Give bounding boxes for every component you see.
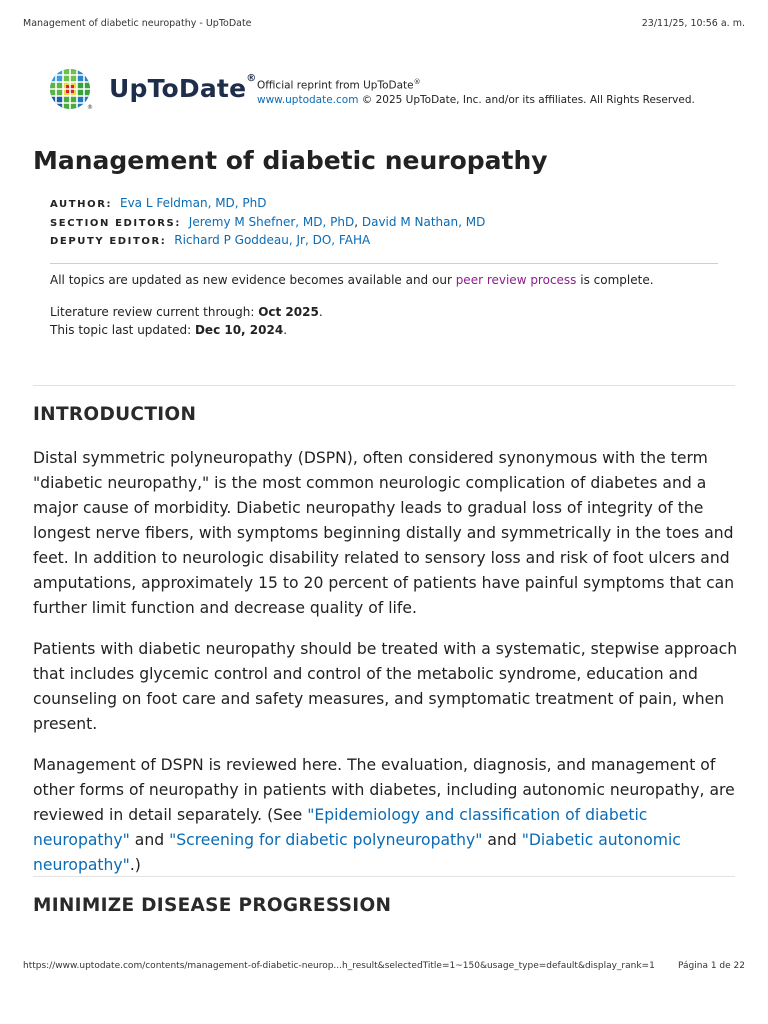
section-editors-row (50, 214, 485, 233)
screening-topic-link[interactable]: "Screening for diabetic polyneuropathy" (169, 831, 483, 849)
uptodate-logo-icon (49, 68, 93, 112)
intro-p3-text: Management of DSPN is reviewed here. The evaluation, diagnosis, and management of other forms of neuropathy in patients with diabetes, including autonomic neuropathy, are reviewed in detail separately. (See (33, 756, 735, 824)
article-title: Management of diabetic neuropathy (33, 146, 548, 175)
print-header-title: Management of diabetic neuropathy - UpToDate (23, 18, 252, 29)
deputy-editor-label: DEPUTY EDITOR: (50, 236, 167, 247)
update-note (50, 271, 654, 289)
section-divider-minimize (33, 876, 735, 877)
brand-name-text: UpToDate (109, 73, 247, 103)
credits-divider (50, 263, 718, 264)
introduction-heading: INTRODUCTION (33, 404, 197, 425)
epidemiology-topic-link[interactable]: "Epidemiology and classification of diabetic neuropathy" (33, 806, 648, 849)
deputy-editor-row (50, 232, 485, 251)
intro-paragraph-2: Patients with diabetic neuropathy should be treated with a systematic, stepwise approach that includes glycemic control and control of the metabolic syndrome, education and counseling on foot care and safety measures, and symptomatic treatment of pain, when present. (33, 640, 738, 733)
intro-paragraph-3 (33, 753, 738, 878)
brand-logo-block[interactable] (49, 68, 256, 112)
lit-review-value: Oct 2025 (258, 305, 319, 319)
article-credits (50, 195, 485, 251)
last-updated-label: This topic last updated: (50, 323, 195, 337)
logo-registered-mark: ® (87, 104, 93, 111)
copyright-text: © 2025 UpToDate, Inc. and/or its affiliates. All Rights Reserved. (358, 93, 695, 106)
author-label: AUTHOR: (50, 199, 113, 210)
last-updated-row (50, 321, 323, 339)
intro-p3-and-1: and (129, 831, 170, 849)
logo-mosaic-icon (49, 68, 91, 110)
last-updated-period: . (283, 323, 288, 337)
update-note-after: is complete. (576, 273, 654, 287)
brand-name-registered: ® (246, 73, 257, 85)
lit-review-label: Literature review current through: (50, 305, 259, 319)
author-row (50, 195, 485, 214)
deputy-editor-link[interactable]: Richard P Goddeau, Jr, DO, FAHA (174, 233, 371, 247)
section-editor-link-2[interactable]: David M Nathan, MD (361, 214, 486, 229)
print-header-datetime: 23/11/25, 10:56 a. m. (641, 18, 745, 29)
review-dates (50, 303, 323, 339)
reprint-notice (257, 75, 695, 107)
section-editors-label: SECTION EDITORS: (50, 217, 181, 229)
uptodate-site-link[interactable]: www.uptodate.com (257, 93, 359, 106)
section-divider-intro (33, 385, 735, 386)
editor-separator: , (354, 214, 362, 229)
print-footer (23, 961, 745, 975)
intro-paragraph-1: Distal symmetric polyneuropathy (DSPN), often considered synonymous with the term "diabetic neuropathy," is the most common neurologic complication of diabetes and a major cause of morbidity. Diabetic neuropathy leads to gradual loss of integrity of the longest nerve fibers, with symptoms beginning distally and symmetrically in the toes and feet. In addition to neurologic disability related to sensory loss and risk of foot ulcers and amputations, approximately 15 to 20 percent of patients have painful symptoms that can further limit function and decrease quality of life. (33, 449, 735, 617)
last-updated-value: Dec 10, 2024 (194, 323, 284, 337)
intro-p3-and-2: and (482, 831, 522, 849)
print-footer-url: https://www.uptodate.com/contents/management-of-diabetic-neurop...h_result&selectedTitle=1~150&usage_type=default&display_rank=1 (23, 961, 655, 971)
print-header (23, 18, 745, 32)
lit-review-period: . (318, 305, 323, 319)
reprint-line: Official reprint from UpToDate (257, 79, 414, 92)
section-editor-link-1[interactable]: Jeremy M Shefner, MD, PhD (188, 214, 355, 229)
intro-p3-end: .) (129, 856, 141, 874)
brand-name (109, 74, 256, 103)
print-footer-page: Página 1 de 22 (678, 961, 745, 971)
minimize-progression-heading: MINIMIZE DISEASE PROGRESSION (33, 895, 392, 916)
literature-review-row (50, 303, 323, 321)
autonomic-neuropathy-topic-link[interactable]: "Diabetic autonomic neuropathy" (33, 831, 681, 874)
update-note-before: All topics are updated as new evidence becomes available and our (50, 273, 456, 287)
peer-review-link[interactable]: peer review process (455, 273, 577, 287)
author-link[interactable]: Eva L Feldman, MD, PhD (119, 196, 267, 210)
reprint-registered: ® (413, 78, 421, 86)
